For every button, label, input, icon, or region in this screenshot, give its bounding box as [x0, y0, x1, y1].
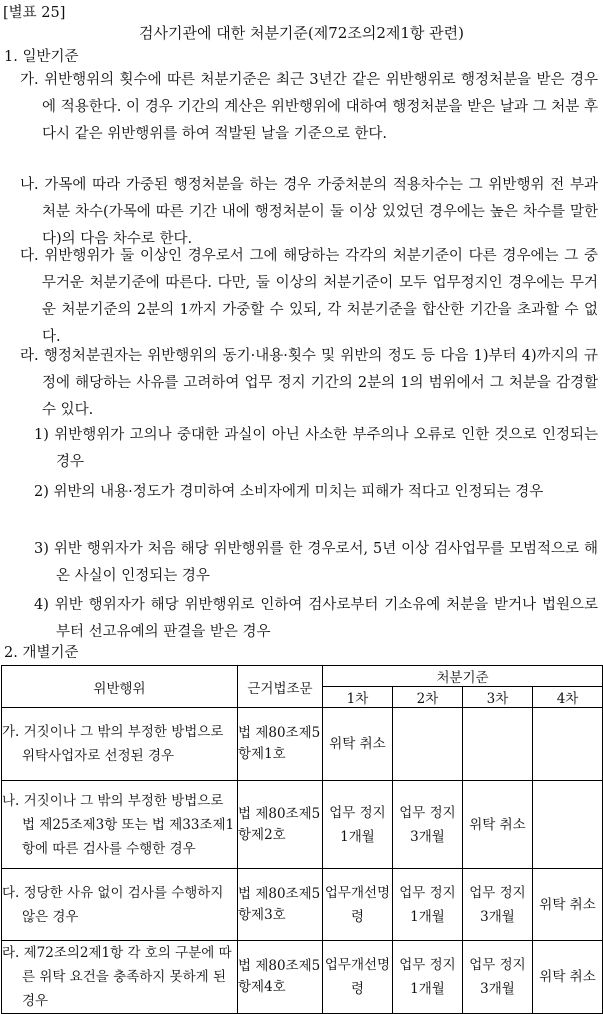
general-item-text: 위반행위가 둘 이상인 경우로서 그에 해당하는 각각의 처분기준이 다른 경우에는 그 중 무거운 처분기준에 따른다. 다만, 둘 이상의 처분기준이 모두 업무정지인 경우에는 무거운 처분기준의 2분의 1까지 가중할 수 있되, 각 처분기준을 합산한 기간을 초과할 수 없다. [42, 248, 598, 345]
reduction-subitem-1 [34, 422, 598, 476]
subitem-marker: 1) [34, 427, 49, 443]
penalty-cell: 업무 정지 3개월 [463, 941, 533, 1014]
general-item-marker: 라. [20, 348, 39, 364]
reduction-subitem-4 [34, 592, 598, 646]
penalty-cell: 위탁 취소 [533, 869, 603, 941]
penalty-cell: 업무 정지 1개월 [323, 781, 393, 869]
header-violation: 위반행위 [2, 666, 238, 708]
reduction-subitem-2 [34, 479, 598, 506]
subitem-marker: 2) [34, 484, 49, 500]
penalty-cell: 위탁 취소 [533, 941, 603, 1014]
penalty-cell: 업무 정지 3개월 [463, 869, 533, 941]
general-item-text: 위반행위의 횟수에 따른 처분기준은 최근 3년간 같은 위반행위로 행정처분을 받은 경우에 적용한다. 이 경우 기간의 계산은 위반행위에 대하여 행정처분을 받은 날과 그 처분 후 다시 같은 위반행위를 하여 적발된 날을 기준으로 한다. [42, 72, 599, 142]
general-item-ga [20, 67, 598, 148]
penalty-cell [393, 708, 463, 781]
general-item-marker: 가. [20, 72, 39, 88]
subitem-text: 위반 행위자가 해당 위반행위로 인하여 검사로부터 기소유예 처분을 받거나 법원으로부터 선고유예의 판결을 받은 경우 [54, 597, 598, 640]
penalty-cell [463, 708, 533, 781]
header-round-4: 4차 [533, 687, 603, 708]
section1-heading: 1. 일반기준 [4, 49, 79, 65]
table-row [2, 781, 603, 869]
violation-cell: 가. 거짓이나 그 밖의 부정한 방법으로 위탁사업자로 선정된 경우 [2, 724, 224, 764]
penalty-cell: 업무 정지 1개월 [393, 941, 463, 1014]
section2-heading: 2. 개별기준 [4, 645, 79, 661]
subitem-text: 위반행위가 고의나 중대한 과실이 아닌 사소한 부주의나 오류로 인한 것으로 인정되는 경우 [54, 427, 598, 470]
penalty-cell: 업무 정지 1개월 [393, 869, 463, 941]
law-cell: 법 제80조제5항제1호 [238, 708, 323, 781]
general-item-text: 행정처분권자는 위반행위의 동기·내용·횟수 및 위반의 정도 등 다음 1)부터 4)까지의 규정에 해당하는 사유를 고려하여 업무 정지 기간의 2분의 1의 범위에서 그 처분을 감경할 수 있다. [42, 348, 598, 418]
subitem-marker: 3) [34, 541, 49, 557]
subitem-text: 위반의 내용·정도가 경미하여 소비자에게 미치는 피해가 적다고 인정되는 경우 [53, 484, 544, 500]
penalty-cell: 업무 정지 3개월 [393, 781, 463, 869]
reduction-subitem-3 [34, 536, 598, 590]
violation-cell: 라. 제72조의2제1항 각 호의 구분에 따른 위탁 요건을 충족하지 못하게 된 경우 [2, 945, 232, 1009]
table-row [2, 869, 603, 941]
law-cell: 법 제80조제5항제2호 [238, 781, 323, 869]
header-criteria: 처분기준 [323, 666, 603, 687]
violation-cell: 나. 거짓이나 그 밖의 부정한 방법으로 법 제25조제3항 또는 법 제33조제1항에 따른 검사를 수행한 경우 [2, 792, 235, 857]
header-round-1: 1차 [323, 687, 393, 708]
general-item-marker: 나. [20, 177, 39, 193]
penalty-criteria-table [1, 665, 603, 1014]
document-title: 검사기관에 대한 처분기준(제72조의2제1항 관련) [138, 24, 464, 42]
general-item-ra [20, 343, 598, 424]
header-law: 근거법조문 [238, 666, 323, 708]
general-item-na [20, 172, 598, 253]
law-cell: 법 제80조제5항제4호 [238, 941, 323, 1014]
penalty-cell [533, 708, 603, 781]
law-cell: 법 제80조제5항제3호 [238, 869, 323, 941]
subitem-text: 위반 행위자가 처음 해당 위반행위를 한 경우로서, 5년 이상 검사업무를 모범적으로 해 온 사실이 인정되는 경우 [53, 541, 598, 584]
general-item-marker: 다. [20, 248, 39, 264]
header-round-3: 3차 [463, 687, 533, 708]
violation-cell: 다. 정당한 사유 없이 검사를 수행하지 않은 경우 [2, 884, 224, 925]
subitem-marker: 4) [34, 597, 49, 613]
header-round-2: 2차 [393, 687, 463, 708]
penalty-cell: 위탁 취소 [463, 781, 533, 869]
general-item-text: 가목에 따라 가중된 행정처분을 하는 경우 가중처분의 적용차수는 그 위반행위 전 부과처분 차수(가목에 따른 기간 내에 행정처분이 둘 이상 있었던 경우에는 높은 차수를 말한다)의 다음 차수로 한다. [42, 177, 598, 247]
penalty-cell: 업무개선명령 [323, 869, 393, 941]
penalty-cell: 위탁 취소 [323, 708, 393, 781]
penalty-cell [533, 781, 603, 869]
penalty-cell: 업무개선명령 [323, 941, 393, 1014]
table-row [2, 708, 603, 781]
general-item-da [20, 243, 598, 351]
annex-label: [별표 25] [3, 5, 66, 21]
